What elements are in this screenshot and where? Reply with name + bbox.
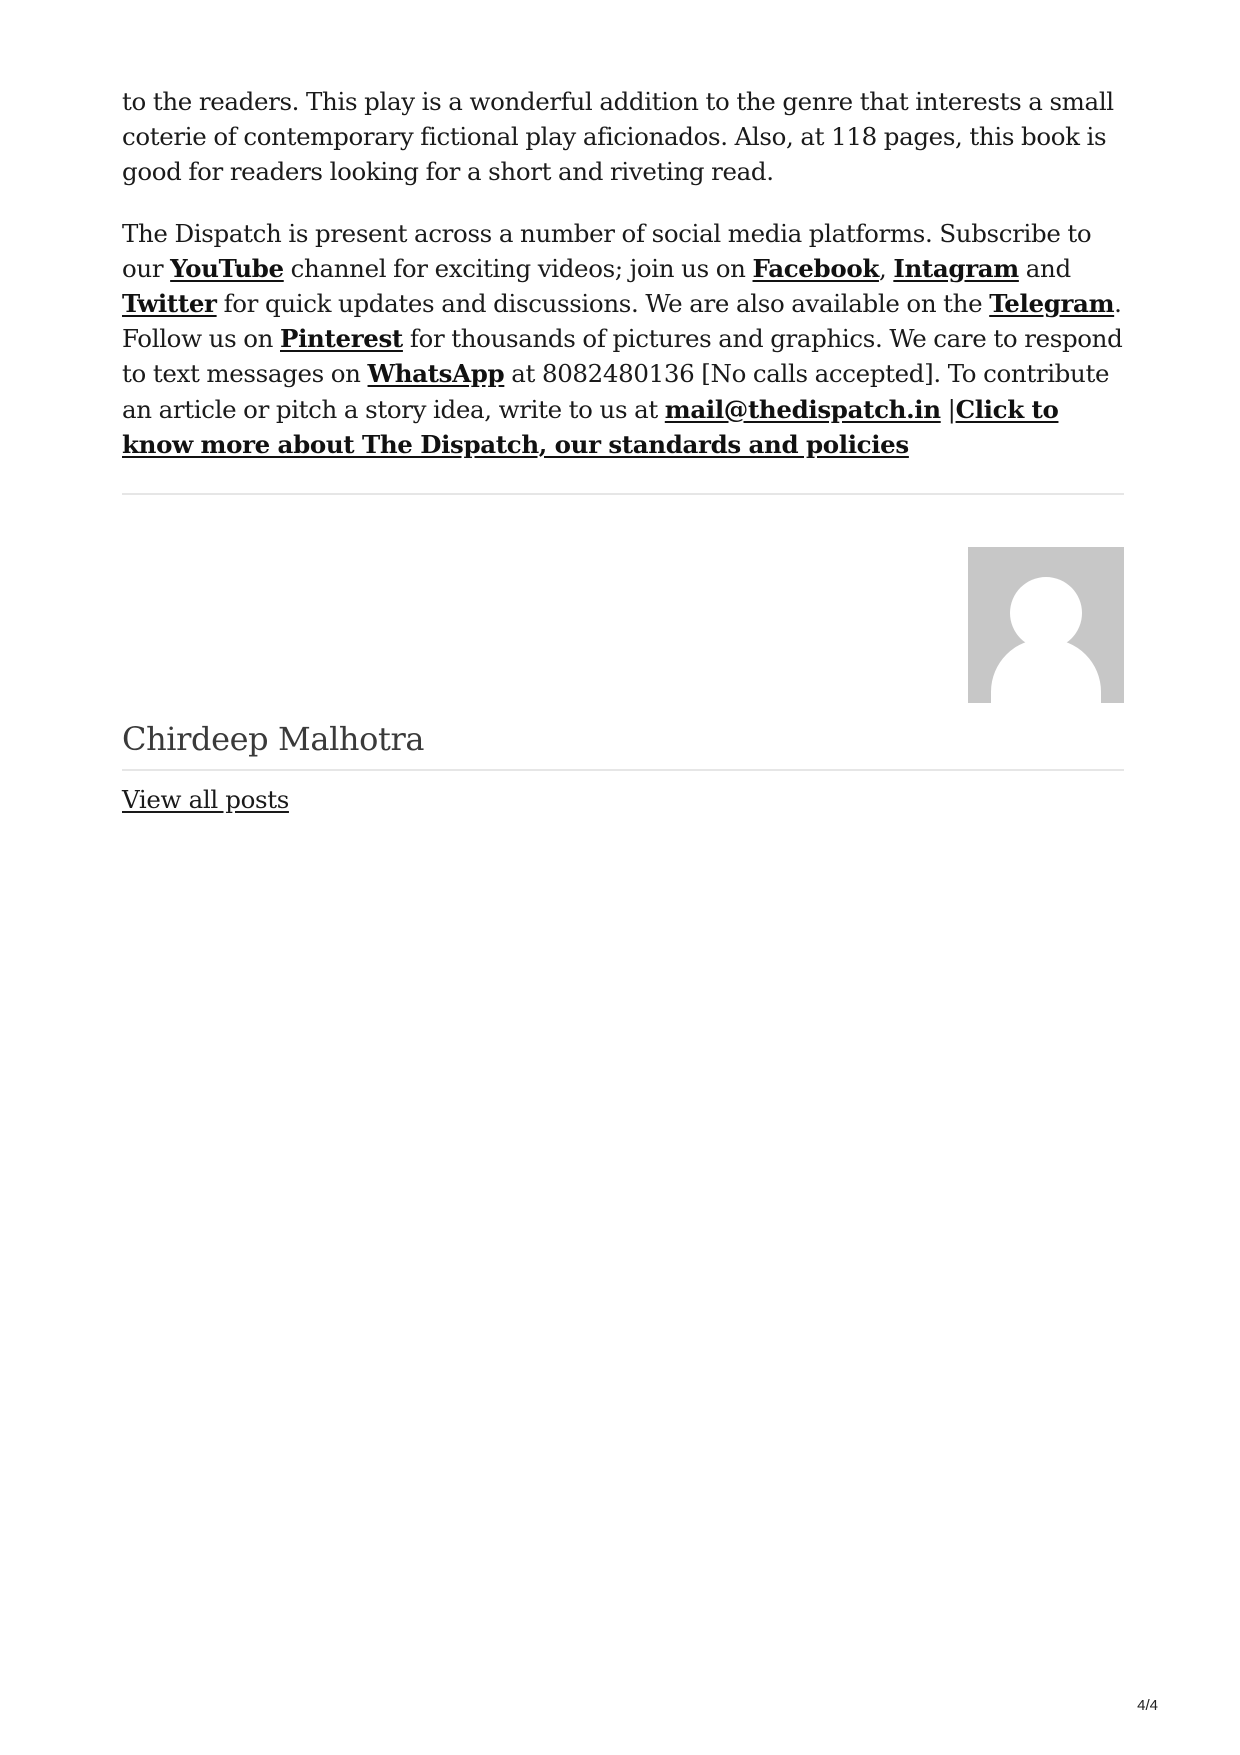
- youtube-link[interactable]: YouTube: [170, 253, 284, 283]
- email-link[interactable]: mail@thedispatch.in: [664, 394, 941, 424]
- paragraph-summary: to the readers. This play is a wonderful addition to the genre that interests a small coterie of contemporary fictional play aficionados. Also, at 118 pages, this book is good for readers looking for a short and riveting read.: [122, 87, 1114, 187]
- author-box: [122, 495, 1124, 759]
- author-divider: [122, 769, 1124, 771]
- view-all-posts-link[interactable]: View all posts: [122, 785, 289, 815]
- text-fragment: ,: [878, 253, 894, 283]
- pinterest-link[interactable]: Pinterest: [280, 324, 403, 354]
- page-number: 4/4: [1137, 1697, 1158, 1714]
- author-name: Chirdeep Malhotra: [122, 720, 425, 759]
- whatsapp-link[interactable]: WhatsApp: [367, 359, 505, 389]
- text-fragment: at 8082480136 [No calls accepted]. To contribute an article or pitch a story idea, write to us at: [122, 359, 1110, 424]
- text-fragment: . Follow us on: [122, 289, 1122, 354]
- text-fragment: |: [940, 394, 956, 424]
- paragraph-social-media: [122, 216, 1124, 462]
- text-fragment: channel for exciting videos; join us on: [283, 253, 753, 283]
- default-avatar-icon: [968, 547, 1124, 703]
- article-content: [122, 84, 1124, 814]
- about-dispatch-link[interactable]: Click to know more about The Dispatch, our standards and policies: [122, 394, 1059, 459]
- text-fragment: The Dispatch is present across a number of social media platforms. Subscribe to our: [122, 218, 1092, 283]
- avatar-shoulders-shape: [991, 639, 1101, 703]
- twitter-link[interactable]: Twitter: [122, 289, 217, 319]
- text-fragment: for thousands of pictures and graphics. We care to respond to text messages on: [122, 324, 1123, 389]
- facebook-link[interactable]: Facebook: [752, 253, 879, 283]
- text-fragment: and: [1018, 253, 1071, 283]
- text-fragment: for quick updates and discussions. We are also available on the: [216, 289, 990, 319]
- instagram-link[interactable]: Intagram: [893, 253, 1019, 283]
- telegram-link[interactable]: Telegram: [989, 289, 1115, 319]
